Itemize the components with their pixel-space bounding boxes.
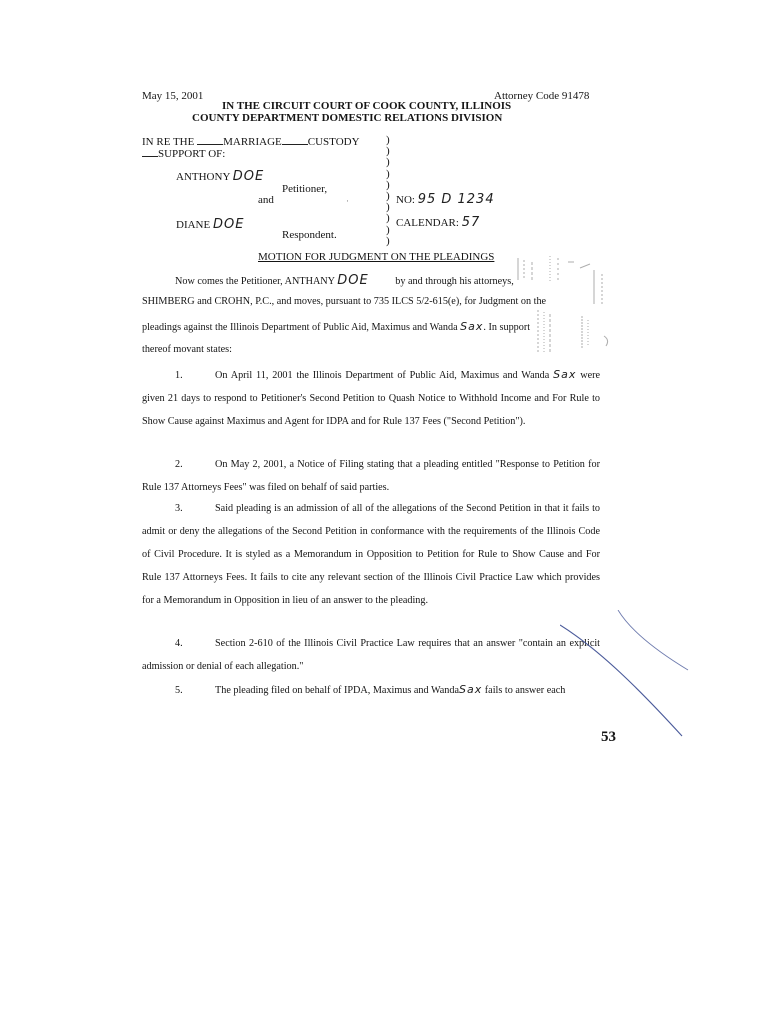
respondent-name: DIANE DOE <box>176 217 245 232</box>
intro-line-4: thereof movant states: <box>142 344 232 355</box>
paragraph-1: 1. On April 11, 2001 the Illinois Department of Public Aid, Maximus and Wanda Sax were given 21 days to respond to Petitioner's Second Petition to Quash Notice to Withhold Income and For Rule to Show Cause against Maximus and Agent for IDPA and for Rule 137 Fees ("Second Petition"). <box>142 363 600 433</box>
paragraph-4: 4. Section 2-610 of the Illinois Civil Practice Law requires that an answer "contain an explicit admission or denial of each allegation." <box>142 632 600 678</box>
paragraph-3-number: 3. <box>175 503 183 514</box>
motion-title: MOTION FOR JUDGMENT ON THE PLEADINGS <box>258 251 495 263</box>
respondent-handwritten-name: DOE <box>212 217 245 232</box>
case-number-handwritten: 95 D 1234 <box>417 192 495 207</box>
caption-in-re: IN RE THE MARRIAGE CUSTODY <box>142 136 360 148</box>
paragraph-2-number: 2. <box>175 459 183 470</box>
intro-line-1: Now comes the Petitioner, ANTHANY DOE by and through his attorneys, <box>175 273 514 288</box>
paragraph-3: 3. Said pleading is an admission of all of the allegations of the Second Petition in that it fails to admit or deny the allegations of the Second Petition in conformance with the requirements of the Illinois Code of Civil Procedure. It is styled as a Memorandum in Opposition to Petition for Rule to Show Cause and For Rule 137 Attorneys Fees. It fails to cite any relevant section of the Illinois Civil Practice Law which provides for a Memorandum in Opposition in lieu of an answer to the pleading. <box>142 497 600 612</box>
intro-handwritten-name: DOE <box>337 273 369 288</box>
court-heading-line1: IN THE CIRCUIT COURT OF COOK COUNTY, ILLINOIS <box>222 100 512 112</box>
filing-date: May 15, 2001 <box>142 90 204 102</box>
court-heading-line2: COUNTY DEPARTMENT DOMESTIC RELATIONS DIVISION <box>192 112 503 124</box>
petitioner-name: ANTHONY DOE <box>176 169 265 184</box>
page-number: 53 <box>601 729 616 745</box>
paragraph-2: 2. On May 2, 2001, a Notice of Filing stating that a pleading entitled "Response to Petition for Rule 137 Attorneys Fees" was filed on behalf of said parties. <box>142 453 600 499</box>
intro-line-2: SHIMBERG and CROHN, P.C., and moves, pursuant to 735 ILCS 5/2-615(e), for Judgment on the <box>142 296 547 307</box>
intro-line-3: pleadings against the Illinois Department of Public Aid, Maximus and Wanda Sax. In support <box>142 320 531 333</box>
paragraph-5-number: 5. <box>175 685 183 696</box>
paragraph-4-number: 4. <box>175 638 183 649</box>
paragraph-5: 5. The pleading filed on behalf of IPDA, Maximus and WandaSax fails to answer each <box>175 683 566 696</box>
calendar-handwritten: 57 <box>461 215 481 230</box>
petitioner-handwritten-name: DOE <box>232 169 265 184</box>
caption-brace: ) ) ) ) ) ) ) ) ) ) <box>386 134 390 247</box>
paragraph-5-handwritten-sax: Sax <box>459 683 483 696</box>
case-number: NO: 95 D 1234 <box>396 192 495 207</box>
pen-stroke-mark <box>560 610 690 745</box>
attorney-code: Attorney Code 91478 <box>494 90 590 102</box>
intro-handwritten-sax: Sax <box>460 320 484 333</box>
paragraph-1-number: 1. <box>175 370 183 381</box>
respondent-role: Respondent. <box>282 229 337 241</box>
clerk-stamp-mark <box>510 250 615 370</box>
caption-and: and <box>258 194 274 206</box>
paragraph-1-handwritten-sax: Sax <box>553 368 577 381</box>
petitioner-role: Petitioner, <box>282 183 328 195</box>
caption-support-of: SUPPORT OF: <box>142 147 225 161</box>
stray-mark: · <box>346 196 349 206</box>
calendar-number: CALENDAR: 57 <box>396 215 481 230</box>
